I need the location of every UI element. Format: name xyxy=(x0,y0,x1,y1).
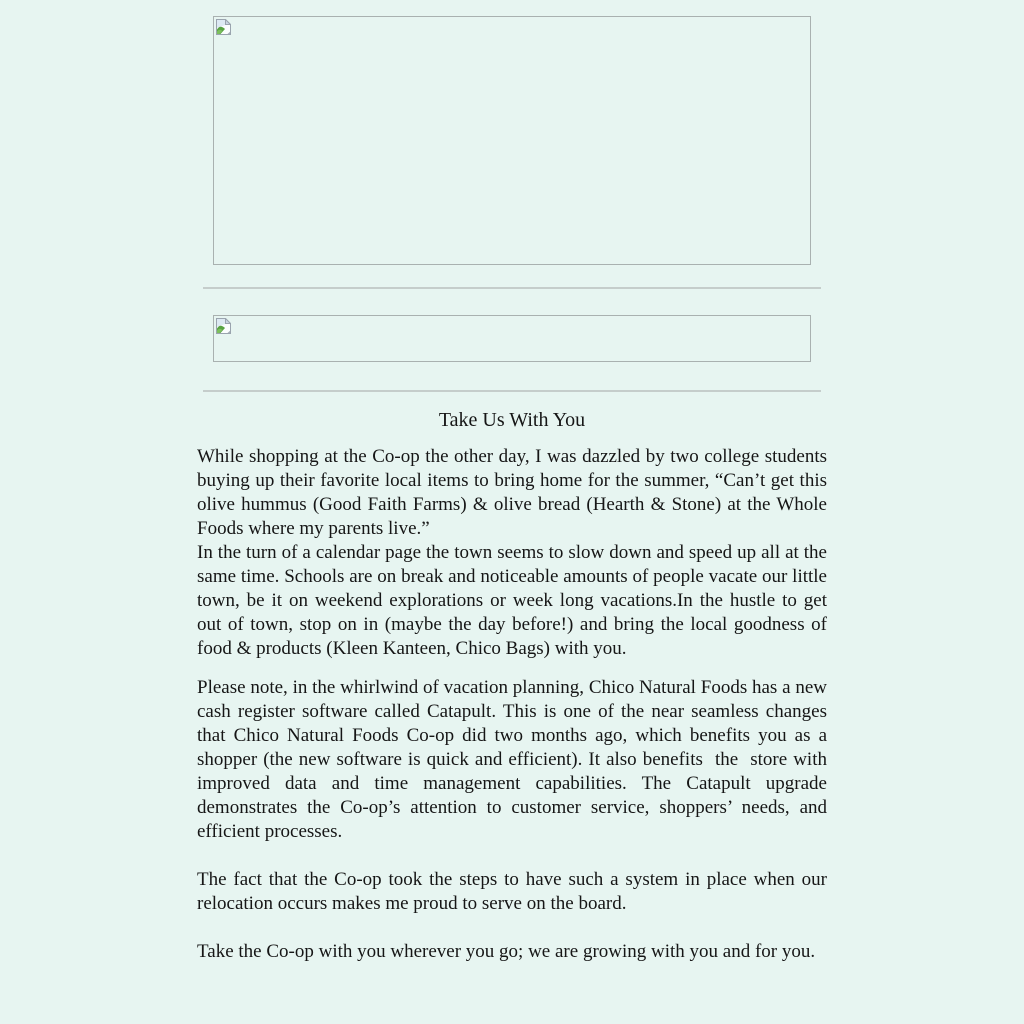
article-paragraph: While shopping at the Co-op the other day, I was dazzled by two college students buying up their favorite local items to bring home for the summer, “Can’t get this olive hummus (Good Faith Farms) & olive bread (Hearth & Stone) at the Whole Foods where my parents live.” xyxy=(197,446,827,539)
article-paragraph: The fact that the Co-op took the steps to have such a system in place when our relocation occurs makes me proud to serve on the board. xyxy=(197,869,827,914)
article-body xyxy=(197,407,827,964)
banner-image-placeholder xyxy=(213,315,811,362)
article-paragraph: Take the Co-op with you wherever you go; we are growing with you and for you. xyxy=(197,941,816,962)
broken-image-icon xyxy=(216,318,231,334)
divider xyxy=(203,287,821,289)
divider xyxy=(203,390,821,392)
broken-image-icon xyxy=(216,19,231,35)
article-title: Take Us With You xyxy=(438,409,586,431)
hero-image-placeholder xyxy=(213,16,811,265)
article-paragraph: Please note, in the whirlwind of vacation planning, Chico Natural Foods has a new cash register software called Catapult. This is one of the near seamless changes that Chico Natural Foods Co-op did two months ago, which benefits you as a shopper (the new software is quick and efficient). It also benefits the store with improved data and time management capabilities. The Catapult upgrade demonstrates the Co-op’s attention to customer service, shoppers’ needs, and efficient processes. xyxy=(197,677,827,842)
article-paragraph: In the turn of a calendar page the town seems to slow down and speed up all at the same time. Schools are on break and noticeable amounts of people vacate our little town, be it on weekend explorations or week long vacations.In the hustle to get out of town, stop on in (maybe the day before!) and bring the local goodness of food & products (Kleen Kanteen, Chico Bags) with you. xyxy=(197,542,827,659)
